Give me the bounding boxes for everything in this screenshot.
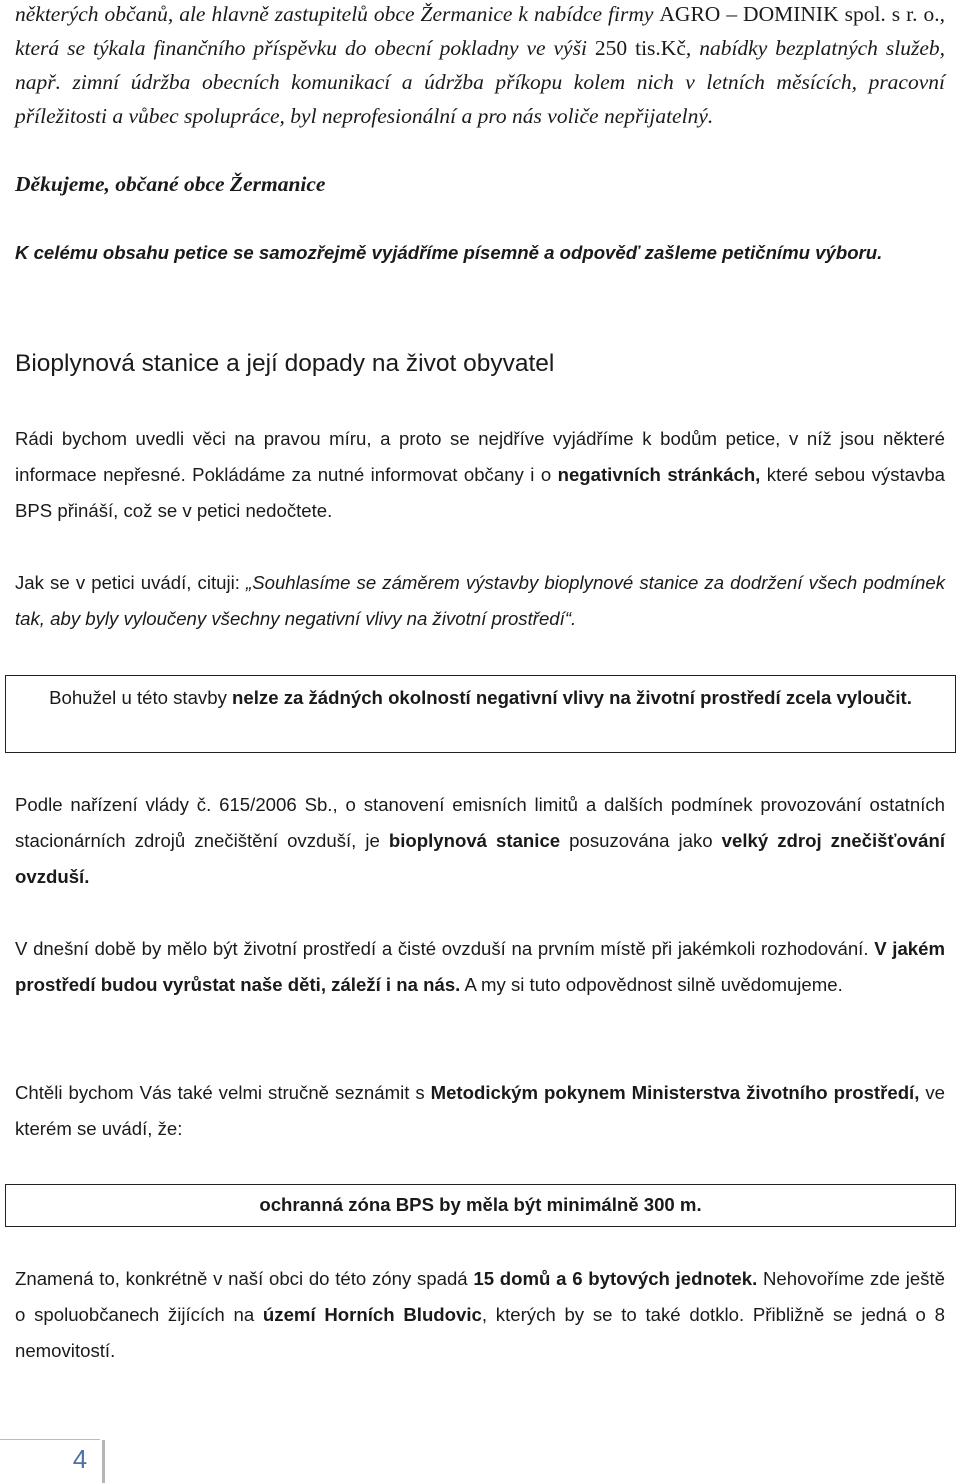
page-footer (0, 1430, 960, 1483)
amount: 250 tis.Kč (594, 36, 686, 60)
text: , o stanovení emisních limitů a dalších podmínek provozování ostatních stacionárních zdrojů znečištění ovzduší, je (15, 794, 945, 851)
text: , nabídky bezplatných služeb, např. zimní údržba obecních komunikací a údržba příkopu kolem nich v letních měsících, pracovní příležitosti a vůbec spolupráce, byl neprofesionální a pro nás voliče nepřijatelný. (15, 36, 945, 128)
text: které sebou výstavba BPS přináší, což se v petici nedočtete. (15, 464, 946, 521)
petition-excerpt-paragraph (15, 0, 945, 133)
emphasis: území Horních Bludovic (262, 1304, 482, 1325)
emphasis: velký zdroj znečišťování ovzduší. (15, 830, 945, 887)
text: Jak se v petici uvádí, cituji: (15, 572, 247, 593)
text: Bohužel u této stavby (49, 687, 233, 708)
petition-quote: „Souhlasíme se záměrem výstavby bioplynové stanice za dodržení všech podmínek tak, aby byly vyloučeny všechny negativní vlivy na životní prostředí“. (15, 572, 946, 629)
emphasis: Metodickým pokynem Ministerstva životního prostředí, (430, 1082, 920, 1103)
text: Rádi bychom uvedli věci na pravou míru, a proto se nejdříve vyjádříme k bodům petice, v níž jsou některé informace nepřesné. Pokládáme za nutné informovat občany i o (15, 428, 945, 485)
company-name: AGRO – DOMINIK spol. s r. o. (659, 2, 940, 26)
petition-signature: Děkujeme, občané obce Žermanice (15, 172, 326, 196)
section-heading: Bioplynová stanice a její dopady na život obyvatel (15, 350, 555, 377)
text: , která se týkala finančního příspěvku do obecní pokladny ve výši (15, 2, 945, 60)
footer-rule (0, 1439, 100, 1440)
intro-paragraph (15, 421, 945, 529)
page-number: 4 (72, 1444, 88, 1474)
text: V dnešní době by mělo být životní prostředí a čisté ovzduší na prvním místě při jakémkoli rozhodování. (15, 938, 875, 959)
highlight-box (5, 675, 956, 753)
regulation-reference: Podle nařízení vlády č. 615/2006 Sb. (15, 794, 333, 815)
ministry-paragraph (15, 1075, 945, 1147)
text: ve kterém se uvádí, že: (15, 1082, 945, 1139)
emphasis: negativních stránkách, (557, 464, 761, 485)
text: , kterých by se to také dotklo. Přibližně se jedná o 8 nemovitostí. (15, 1304, 945, 1361)
emphasis: nelze za žádných okolností negativní vlivy na životní prostředí zcela vyloučit. (232, 687, 912, 708)
regulation-paragraph (15, 787, 945, 895)
text: některých občanů, ale hlavně zastupitelů obce Žermanice k nabídce firmy (15, 2, 660, 26)
emphasis: V jakém prostředí budou vyrůstat naše děti, záleží i na nás. (15, 938, 946, 995)
text: Znamená to, konkrétně v naší obci do této zóny spadá (15, 1268, 474, 1289)
emphasis: bioplynová stanice (388, 830, 561, 851)
text: posuzována jako (560, 830, 722, 851)
protection-zone-box: ochranná zóna BPS by měla být minimálně 300 m. (5, 1184, 956, 1227)
environment-paragraph (15, 931, 945, 1003)
text: Nehovoříme zde ještě o spoluobčanech žijících na (15, 1268, 945, 1325)
footer-divider (102, 1440, 105, 1483)
reply-note: K celému obsahu petice se samozřejmě vyjádříme písemně a odpověď zašleme petičnímu výboru. (15, 242, 883, 263)
text: Chtěli bychom Vás také velmi stručně seznámit s (15, 1082, 431, 1103)
text: A my si tuto odpovědnost silně uvědomujeme. (460, 974, 843, 995)
affected-houses-paragraph (15, 1261, 945, 1369)
emphasis: 15 domů a 6 bytových jednotek. (473, 1268, 758, 1289)
quote-paragraph (15, 565, 945, 637)
